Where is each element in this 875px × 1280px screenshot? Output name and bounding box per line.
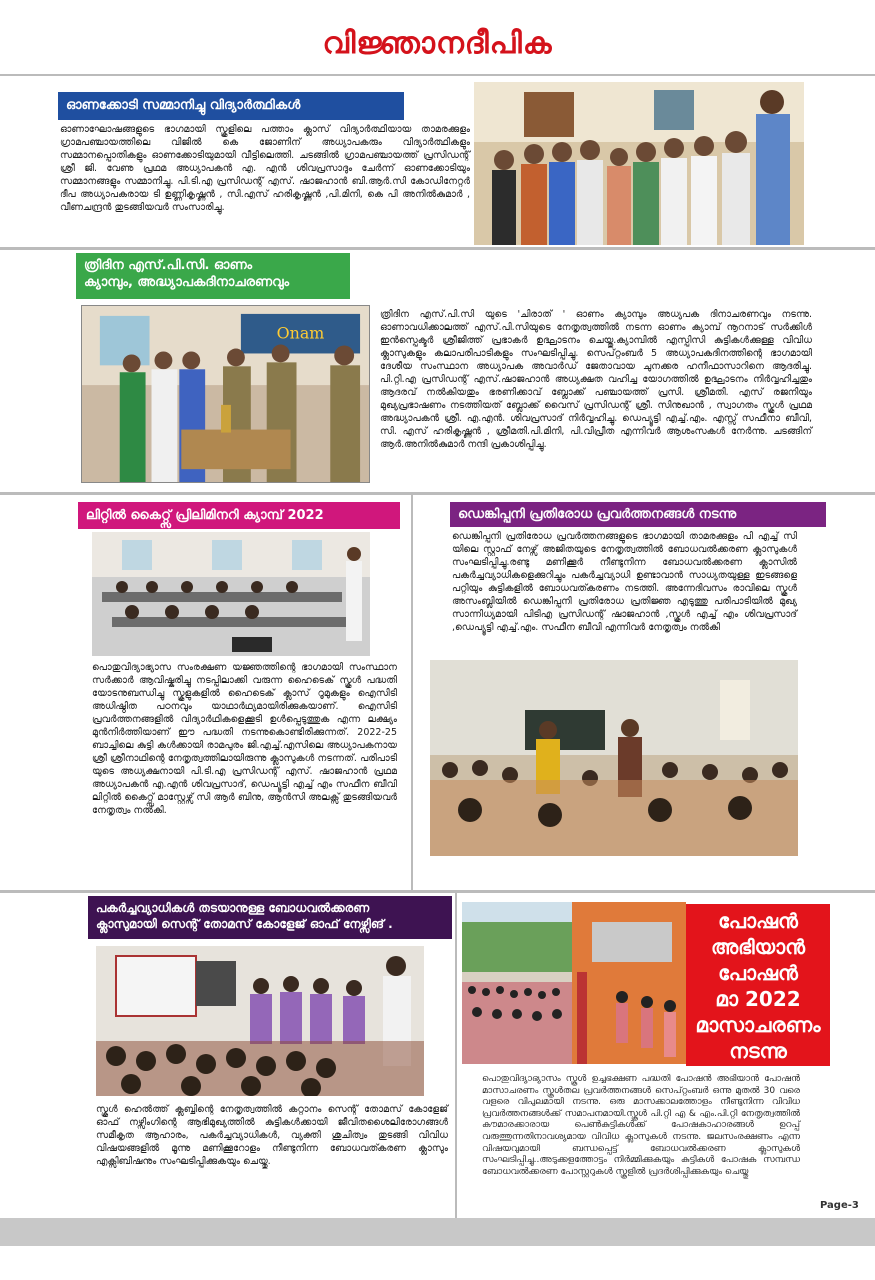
onam-heading — [58, 92, 404, 120]
dengue-heading — [450, 502, 826, 527]
column-divider-1 — [411, 495, 413, 890]
column-divider-2 — [455, 893, 457, 1218]
nursing-photo — [96, 946, 424, 1096]
spc-heading-line2: ക്യാമ്പും, അദ്ധ്യാപകദിനാചരണവും — [84, 275, 290, 290]
masthead-title: വിജ്ഞാനദീപിക — [322, 26, 553, 61]
poshan-heading-line6: നടന്നു — [729, 1039, 787, 1063]
dengue-heading-text: ഡെങ്കിപ്പനി പ്രതിരോധ പ്രവർത്തനങ്ങൾ നടന്നു — [458, 507, 737, 522]
onam-photo — [474, 82, 804, 245]
poshan-heading-line1: പോഷൻ — [718, 909, 798, 933]
poshan-body: പൊതുവിദ്യാഭ്യാസം സ്കൂൾ ഉച്ചഭക്ഷണ പദ്ധതി പോഷൻ അഭിയാൻ പോഷൻ മാസാചരണം സ്കൂൾതല പ്രവർത്തനങ്ങൾ സെപ്റ്റംബർ ഒന്നു മുതൽ 30 വരെ വളരെ വിപുലമായി നടന്നു. ഒരു മാസക്കാലത്തോളം നീണ്ടുനിന്ന വിവിധ പ്രവർത്തനങ്ങൾക്ക് സമാപനമായി.സ്കൂൾ പി.റ്റി എ & എം.പി.റ്റി നേതൃത്വത്തിൽ കൗമാരക്കാരായ പെൺകുട്ടികൾക്ക് പോഷകാഹാരങ്ങൾ ഉറപ്പ് വരുത്തുന്നതിനാവശ്യമായ വിവിധ ക്ലാസുകൾ നടന്നു. ജലസംരക്ഷണം എന്ന വിഷയവുമായി ബന്ധപ്പെട്ട് ബോധവൽക്കരണ ക്ലാസുകൾ സംഘടിപ്പിച്ചു..അടുക്കളത്തോട്ടം നിർമ്മിക്കുകയും കുട്ടികൾ പോഷക സമ്പന്ധ ബോധവൽക്കരണ പോസ്റ്ററുകൾ സ്കൂളിൽ പ്രദർശിപ്പിക്കുകയും ചെയ്തു — [482, 1074, 800, 1177]
dengue-photo — [430, 660, 798, 856]
poshan-photo — [462, 902, 686, 1064]
onam-body: ഓണാഘോഷങ്ങളുടെ ഭാഗമായി സ്കൂളിലെ പത്താം ക്ലാസ് വിദ്യാർത്ഥിയായ താമരക്കുളം ഗ്രാമപഞ്ചായത്തിലെ വിജിൽ കെ ജോണിന് അധ്യാപകരും വിദ്യാർത്ഥികളും സമ്മാനപ്പൊതികളും ഓണക്കോടിയുമായി വീട്ടിലെത്തി. ചടങ്ങിൽ ഗ്രാമപഞ്ചായത്ത് പ്രസിഡന്റ് ശ്രീ ജി. വേണു പ്രഥമ അധ്യാപകൻ എ. എൻ ശിവപ്രസാദും ചേർന്ന് ഓണക്കോടിയും സമ്മാനങ്ങളും സമ്മാനിച്ചു. പി.ടി.എ പ്രസിഡന്റ് എസ്. ഷാജഹാൻ ബി.ആർ.സി കോഡിനേറ്റർ ദീപ അധ്യാപകരായ ടി ഉണ്ണികൃഷ്ണൻ , സി.എസ് ഹരികൃഷ്ണൻ ,പി.മിനി, കെ പി അനിൽകുമാർ , വീണചന്ദ്രൻ തുടങ്ങിയവർ സംസാരിച്ചു. — [60, 124, 470, 213]
nursing-heading-line2: ക്ലാസുമായി സെന്റ് തോമസ് കോളേജ് ഓഫ് നേഴ്സിങ് . — [96, 917, 393, 931]
page-number: Page-3 — [820, 1200, 859, 1211]
onam-heading-text: ഓണക്കോടി സമ്മാനിച്ചു വിദ്യാർത്ഥികൾ — [66, 98, 301, 113]
nursing-body: സ്കൂൾ ഹെൽത്ത് ക്ലബ്ബിന്റെ നേതൃത്വത്തിൽ കറ്റാനം സെന്റ് തോമസ് കോളേജ് ഓഫ് നഴ്സിംഗിന്റെ ആഭിമുഖ്യത്തിൽ കുട്ടികൾക്കായി ജീവിതശൈലിരോഗങ്ങൾ സമീകൃത ആഹാരം, പകർച്ചവ്യാധികൾ, വ്യക്തി ശുചിത്വം തുടങ്ങി വിവിധ വിഷയങ്ങളിൽ മൂന്നു മണിക്കൂറോളം നീണ്ടുനിന്ന ബോധവത്കരണ ക്ലാസും എക്സിബിഷനും സംഘടിപ്പിക്കുകയും ചെയ്തു. — [96, 1104, 448, 1167]
poshan-heading-line4: മാ 2022 — [715, 987, 801, 1011]
dengue-body: ഡെങ്കിപ്പനി പ്രതിരോധ പ്രവർത്തനങ്ങളുടെ ഭാഗമായി താമരക്കുളം പി എച്ച് സി യിലെ സ്റ്റാഫ് നേഴ്സ് അജിതയുടെ നേതൃത്വത്തിൽ ബോധവൽക്കരണ ക്ലാസുകൾ സംഘടിപ്പിച്ചു.രണ്ടു മണിക്കൂർ നീണ്ടുനിന്ന ബോധവൽക്കരണ ക്ലാസിൽ പകർച്ചവ്യാധികളെക്കുറിച്ചും പകർച്ചവ്യാധി ഉണ്ടാവാൻ സാധ്യതയുള്ള ഇടങ്ങളെ പറ്റിയും കുട്ടികളിൽ ബോധവത്കരണം നടത്തി. അന്നേദിവസം രാവിലെ സ്കൂൾ അസംബ്ലിയിൽ ഡെങ്കിപ്പനി പ്രതിരോധ പ്രതിജ്ഞ എടുത്തു പരിപാടിയിൽ മുഖ്യ സാന്നിധ്യമായി പിടിഎ പ്രസിഡന്റ് ഷാജഹാൻ ,സ്കൂൾ എച്ച് എം ശിവപ്രസാദ് ,ഡെപ്യൂട്ടി എച്ച്.എം. സഫീന ബീവി എന്നിവർ നേതൃത്വം നൽകി — [452, 531, 797, 633]
section-divider-3 — [0, 890, 875, 893]
nursing-heading — [88, 896, 452, 939]
poshan-heading-line2: അഭിയാൻ — [710, 935, 806, 959]
spc-body: ത്രിദിന എസ്.പി.സി യുടെ 'ചിരാത് ' ഓണം ക്യാമ്പും അധ്യപക ദിനാചരണവും നടന്നു. ഓണാവധിക്കാലത്ത് എസ്.പി.സിയുടെ നേതൃത്വത്തിൽ നടന്ന ഓണം ക്യാമ്പ് നൂറനാട് സർക്കിൾ ഇൻസ്പെക്ടർ ശ്രീജിത്ത് പ്രഭാകർ ഉദ്ഘാടനം ചെയ്തു.ക്യാമ്പിൽ എസ്പിസി കുട്ടികൾക്കുള്ള വിവിധ ക്ലാസുകളും കലാപരിപാടികളും സംഘടിപ്പിച്ചു. സെപ്റ്റംബർ 5 അധ്യാപകദിനത്തിന്റെ ഭാഗമായി ദേശീയ സംസ്ഥാന അധ്യാപക അവാർഡ് ജേതാവായ ചുനക്കര ഹനീഫാസാറിനെ ആദരിച്ചു. പി.റ്റി.എ പ്രസിഡന്റ് എസ്.ഷാജഹാൻ അധ്യക്ഷത വഹിച്ച യോഗത്തിൽ ഉദ്ഘാടനം നിർവ്വഹിച്ചതും ആദരവ് നൽകിയതും ഭരണിക്കാവ് ബ്ലോക്ക് പഞ്ചായത്ത് പ്രസി. ശ്രീമതി. എസ് രജനിയും മുഖ്യപ്രഭാഷണം നടത്തിയത് ബ്ലോക്ക് വൈസ് പ്രസിഡന്റ് ശ്രീ. സിനുഖാൻ , സ്വാഗതം സ്കൂൾ പ്രഥമ അദ്ധ്യാപകൻ ശ്രീ. എ.എൻ. ശിവപ്രസാദ് നിർവ്വഹിച്ചു. ഡെപ്യൂട്ടി എച്ച്.എം. എസ്സ് സഫീനാ ബീവി, സി. എസ് ഹരികൃഷ്ണൻ , ശ്രീമതി.പി.മിനി, പി.വിപ്രീത എന്നിവർ ആശംസകൾ നേർന്നു. ചടങ്ങിന് ആർ.അനിൽകുമാർ നന്ദി പ്രകാശിപ്പിച്ചു. — [380, 309, 812, 450]
poshan-heading — [686, 904, 830, 1066]
kites-heading — [78, 502, 400, 529]
kites-heading-text: ലിറ്റിൽ കൈറ്റ്സ് പ്രിലിമിനറി ക്യാമ്പ് 2022 — [86, 508, 324, 523]
kites-photo — [92, 532, 370, 656]
nursing-heading-line1: പകർച്ചവ്യാധികൾ തടയാനുള്ള ബോധവൽക്കരണ — [96, 901, 370, 915]
spc-photo — [81, 305, 370, 483]
masthead — [0, 0, 875, 76]
spc-heading-line1: ത്രിദിന എസ്.പി.സി. ഓണം — [84, 258, 253, 273]
poshan-heading-line3: പോഷൻ — [718, 961, 798, 985]
footer-bar — [0, 1218, 875, 1246]
spc-heading — [76, 253, 350, 299]
section-divider-1 — [0, 247, 875, 250]
poshan-heading-line5: മാസാചരണം — [695, 1013, 821, 1037]
kites-body: പൊതുവിദ്യാഭ്യാസ സംരക്ഷണ യജ്ഞത്തിന്റെ ഭാഗമായി സംസ്ഥാന സർക്കാർ ആവിഷ്കരിച്ചു നടപ്പിലാക്കി വരുന്ന ഹൈടെക് സ്കൂൾ പദ്ധതി യോടനുബന്ധിച്ചു സ്കൂളുകളിൽ ഹൈടെക് ക്ലാസ് റൂമുകളും ഐസിടി അധിഷ്ഠിത പഠനവും യാഥാർഥ്യമായിരിക്കുകയാണ്. ഐസിടി പ്രവർത്തനങ്ങളിൽ വിദ്യാർഥികളെക്കൂടി ഉൾപ്പെടുത്തുക എന്ന ലക്ഷ്യം മുൻനിർത്തിയാണ് ഈ പദ്ധതി നടന്നുകൊണ്ടിരിക്കുന്നത്. 2022-25 ബാച്ചിലെ കുട്ടി കൾക്കായി രാമപുരം ജി.എച്ച്.എസിലെ അധ്യാപകനായ ശ്രീ ശ്രീനാഥിന്റെ നേതൃത്വത്തിലായിരുന്നു ക്ലാസുകൾ നടന്നത്. പരിപാടി യുടെ അധ്യക്ഷനായി പി.ടി.എ പ്രസിഡന്റ് എസ്. ഷാജഹാൻ പ്രഥമ അധ്യാപകൻ എ.എൻ ശിവപ്രസാദ്, ഡെപ്യൂട്ടി എച്ച് എം സഫീന ബീവി ലിറ്റിൽ കൈറ്റ്സ് മാസ്റ്റേഴ്സ് സി ആർ ബിനു, ആൻസി അലക്സ് തുടങ്ങിയവർ നേതൃത്വം നൽകി. — [92, 662, 397, 816]
section-divider-2 — [0, 492, 875, 495]
spc-photo-banner: Onam — [276, 323, 325, 343]
